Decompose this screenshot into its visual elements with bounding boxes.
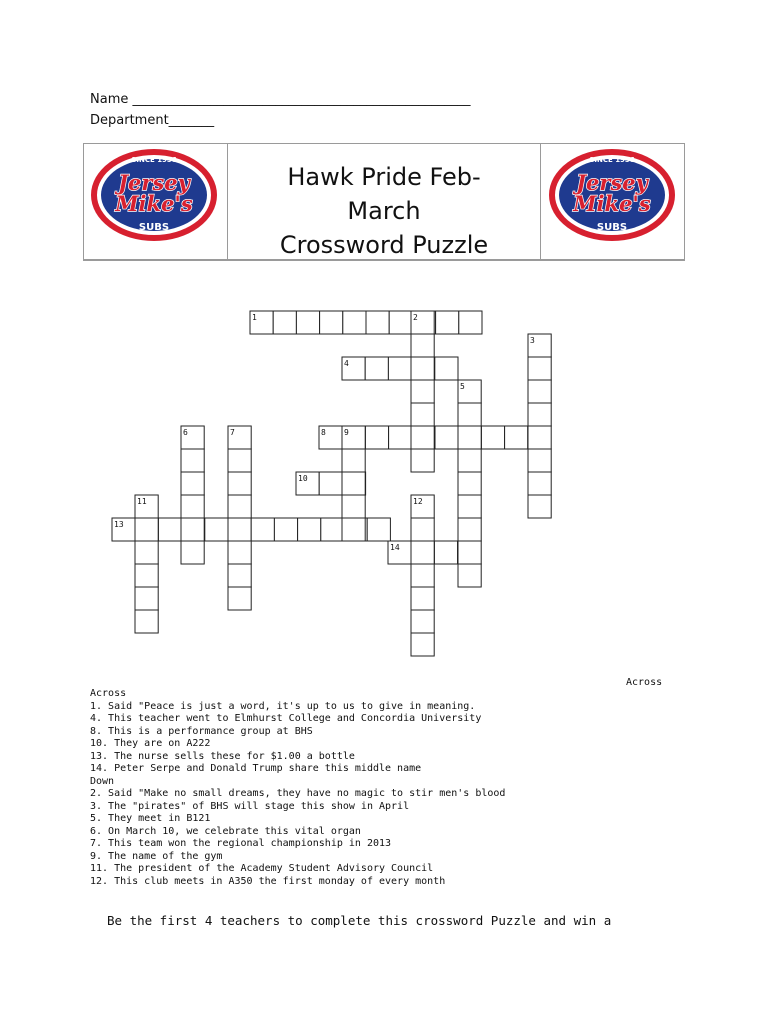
crossword-cell[interactable] [228,587,251,610]
crossword-cell[interactable] [459,311,482,334]
logo-word-jersey: Jersey [118,170,190,195]
crossword-cell[interactable] [181,449,204,472]
crossword-cell[interactable] [458,472,481,495]
crossword-cell[interactable] [228,541,251,564]
crossword-cell[interactable] [528,403,551,426]
crossword-cell[interactable] [342,472,365,495]
crossword-cell[interactable] [528,426,551,449]
clue-line: 4. This teacher went to Elmhurst College and Concordia University [90,713,482,724]
clue-line: 14. Peter Serpe and Donald Trump share this middle name [90,763,422,774]
clue-line: 12. This club meets in A350 the first monday of every month [90,875,446,887]
clue-number: 10 [298,474,308,483]
logo-word-jersey: Jersey [576,170,648,195]
clue-line: 5. They meet in B121 [90,813,211,824]
crossword-cell[interactable] [342,449,365,472]
crossword-cell[interactable] [135,541,158,564]
clue-number: 11 [137,497,147,506]
clue-number: 2 [413,313,418,322]
crossword-cell[interactable] [251,518,274,541]
clue-line: 1. Said "Peace is just a word, it's up to us to give in meaning. [90,700,476,712]
clue-line: 9. The name of the gym [90,850,223,862]
clue-heading: Down [90,775,115,787]
crossword-cell[interactable] [228,449,251,472]
crossword-cell[interactable] [135,564,158,587]
crossword-cell[interactable] [411,426,434,449]
crossword-cell[interactable] [158,518,181,541]
logo-since-text: SINCE 1956 [589,156,635,164]
crossword-cell[interactable] [435,426,458,449]
crossword-cell[interactable] [458,541,481,564]
crossword-cell[interactable] [435,357,458,380]
crossword-cell[interactable] [411,564,434,587]
crossword-cell[interactable] [481,426,504,449]
logo-word-mikes: Mike's [573,191,651,216]
clue-number: 9 [344,428,349,437]
crossword-cell[interactable] [505,426,528,449]
title-line-2: March [347,197,421,225]
crossword-cell[interactable] [411,587,434,610]
clue-line: 10. They are on A222 [90,738,211,749]
department-blank[interactable]: _______ [168,113,215,128]
crossword-cell[interactable] [228,518,251,541]
crossword-cell[interactable] [320,311,343,334]
crossword-cell[interactable] [411,334,434,357]
crossword-cell[interactable] [458,449,481,472]
crossword-cell[interactable] [181,541,204,564]
clue-number: 7 [230,428,235,437]
clue-list [90,688,505,888]
crossword-cell[interactable] [458,495,481,518]
crossword-cell[interactable] [228,472,251,495]
crossword-cell[interactable] [135,587,158,610]
crossword-cell[interactable] [528,380,551,403]
crossword-cell[interactable] [389,426,412,449]
crossword-cell[interactable] [458,426,481,449]
crossword-cell[interactable] [343,311,366,334]
name-blank[interactable]: ____________________________________________________ [132,92,471,107]
crossword-cell[interactable] [411,449,434,472]
crossword-cell[interactable] [135,518,158,541]
crossword-cell[interactable] [365,357,388,380]
clue-number: 6 [183,428,188,437]
clue-line: 3. The "pirates" of BHS will stage this show in April [90,800,410,812]
clue-number: 5 [460,382,465,391]
across-heading-right: Across [626,677,663,688]
crossword-cell[interactable] [389,311,412,334]
title-line-1: Hawk Pride Feb- [287,163,481,191]
crossword-cell[interactable] [296,311,319,334]
crossword-cell[interactable] [388,357,411,380]
crossword-cell[interactable] [528,357,551,380]
crossword-cell[interactable] [434,541,457,564]
footer-note: Be the first 4 teachers to complete this crossword Puzzle and win a [107,913,612,928]
clue-number: 4 [344,359,349,368]
crossword-cell[interactable] [458,518,481,541]
crossword-cell[interactable] [273,311,296,334]
title-line-3: Crossword Puzzle [279,231,489,259]
crossword-cell[interactable] [228,495,251,518]
crossword-cell[interactable] [411,357,434,380]
crossword-cell[interactable] [321,518,344,541]
crossword-cell[interactable] [528,449,551,472]
name-label: Name [90,92,129,107]
logo-since-text: SINCE 1956 [131,156,177,164]
clue-line: 7. This team won the regional championship in 2013 [90,838,392,849]
clue-line: 13. The nurse sells these for $1.00 a bottle [90,750,355,762]
crossword-cell[interactable] [411,610,434,633]
crossword-cell[interactable] [181,495,204,518]
clue-line: 8. This is a performance group at BHS [90,725,313,737]
crossword-cell[interactable] [411,541,434,564]
crossword-cell[interactable] [411,380,434,403]
crossword-cell[interactable] [205,518,228,541]
crossword-cell[interactable] [528,472,551,495]
clue-number: 13 [114,520,124,529]
clue-number: 12 [413,497,423,506]
crossword-cell[interactable] [411,633,434,656]
clue-number: 3 [530,336,535,345]
crossword-cell[interactable] [458,403,481,426]
crossword-cell[interactable] [298,518,321,541]
clue-line: 11. The president of the Academy Student Advisory Council [90,863,434,874]
clue-number: 8 [321,428,326,437]
crossword-cell[interactable] [365,426,388,449]
crossword-cell[interactable] [436,311,459,334]
logo-subs-text: SUBS [138,222,170,233]
logo-subs-text: SUBS [596,222,628,233]
crossword-cell[interactable] [366,311,389,334]
crossword-cell[interactable] [411,518,434,541]
crossword-cell[interactable] [342,518,365,541]
logo-word-mikes: Mike's [115,191,193,216]
crossword-cell[interactable] [528,495,551,518]
department-label: Department [90,113,169,128]
crossword-cell[interactable] [228,564,251,587]
clue-heading: Across [90,688,127,699]
crossword-cell[interactable] [342,495,365,518]
clue-number: 1 [252,313,257,322]
crossword-cell[interactable] [458,564,481,587]
clue-number: 14 [390,543,400,552]
crossword-cell[interactable] [411,403,434,426]
crossword-cell[interactable] [181,472,204,495]
crossword-cell[interactable] [274,518,297,541]
crossword-cell[interactable] [135,610,158,633]
crossword-cell[interactable] [319,472,342,495]
crossword-cell[interactable] [367,518,390,541]
clue-line: 2. Said "Make no small dreams, they have no magic to stir men's blood [90,788,506,799]
clue-line: 6. On March 10, we celebrate this vital organ [90,825,361,837]
crossword-cell[interactable] [181,518,204,541]
